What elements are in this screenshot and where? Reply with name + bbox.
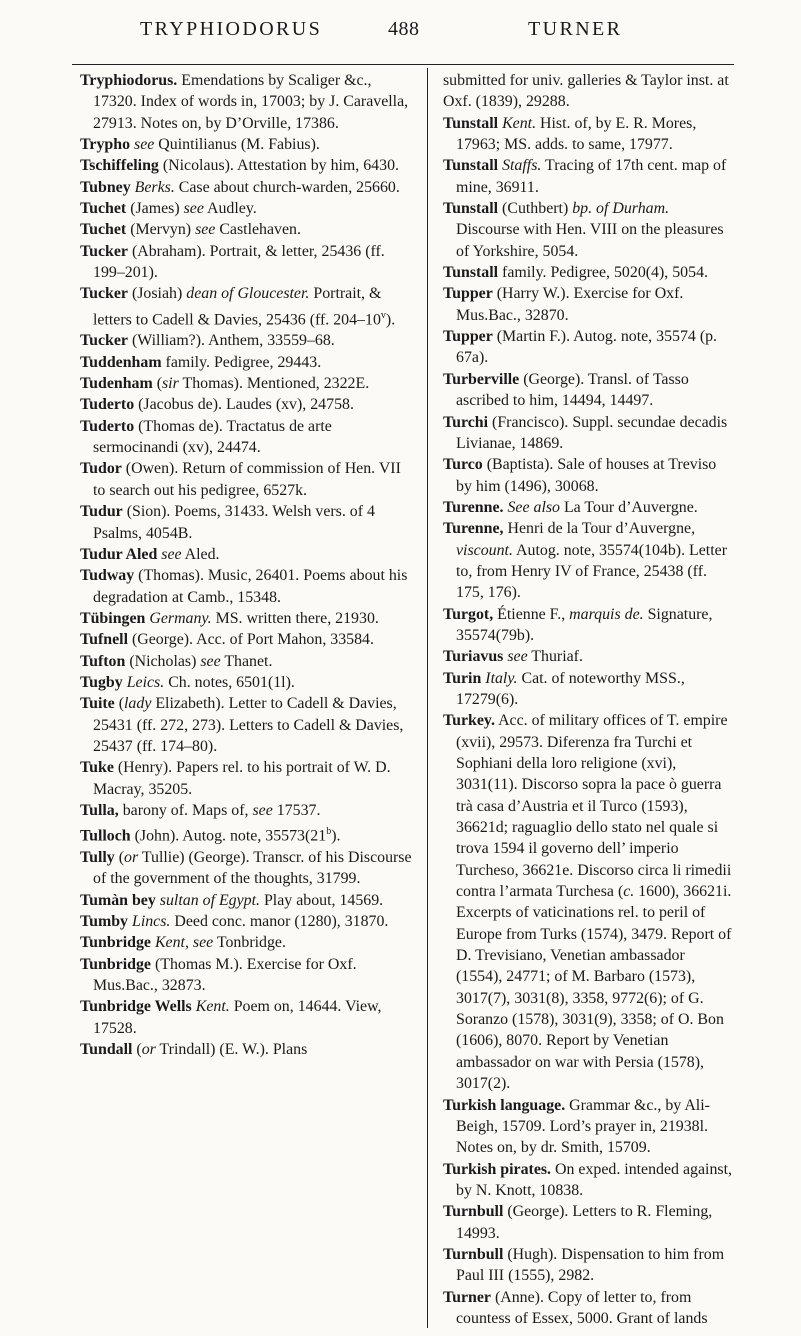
entry-text: Play about, 14569. [260,891,384,909]
entry-headword: Tulloch [80,827,131,845]
entry-text: (Anne). Copy of letter to, from countess of Essex, 5000. Grant of lands [456,1288,708,1327]
entry-italic: see [503,648,528,666]
entry-text: ( [132,1041,142,1059]
index-entry [80,501,415,544]
entry-text: (Thomas de). Tractatus de arte sermocinandi (xv), 24474. [93,417,332,457]
index-entry [443,1244,733,1287]
entry-text: On exped. intended against, by N. Knott, 10838. [456,1160,732,1199]
index-entry [443,262,733,283]
entry-text: family. Pedigree, 5020(4), 5054. [498,264,708,282]
entry-headword: Tschiffeling [80,157,159,175]
index-entry [80,134,415,155]
entry-italic: dean of Gloucester. [186,285,310,303]
entry-headword: Tumby [80,913,128,930]
entry-text: (Henry). Papers rel. to his portrait of W. D. Macray, 35205. [93,759,391,798]
entry-italic: or [124,848,139,866]
index-entry [80,693,415,757]
entry-text: (Josiah) [127,285,187,303]
index-entry [80,911,415,932]
index-entry [443,1201,733,1244]
entry-text: Cat. of noteworthy MSS., 17279(6). [456,669,685,708]
entry-headword: Tryphiodorus. [80,72,178,89]
entry-headword: Tufton [80,652,126,670]
entry-headword: Tunbridge [80,934,151,952]
entry-text: Acc. of military offices of T. empire (xvii), 29573. Diferenza fra Turchi et Sophiani della loro religione (xvi), 3031(11). Discorso sopra la pace ò guerra trà casa d’Austria et il Turco (1593), 36621d; raguaglio dello stato nel quale si trova 1594 il governo dell’ imperio Turcheso, 36621e. Discorso circa li rimedii contra l’armata Turchesa ( [456,712,732,901]
index-entry [80,458,415,501]
entry-headword: Turenne. [443,498,504,516]
index-entry [443,518,733,603]
entry-italic: Berks. [134,178,175,196]
index-entry [80,608,415,629]
entry-text: Hist. of, by E. R. Mores, 17963; MS. adds. to same, 17977. [456,114,697,154]
index-entry [443,604,733,647]
entry-italic: lady [124,695,152,713]
header-left-guideword: TRYPHIODORUS [140,18,323,40]
entry-text: Aled. [181,545,220,563]
entry-text: family. Pedigree, 29443. [161,353,322,371]
index-entry [80,821,415,847]
entry-italic: see [252,801,273,819]
index-entry [443,710,733,1094]
index-entry [80,177,415,198]
index-entry [443,283,733,326]
entry-headword: Turnbull [443,1245,504,1263]
entry-text: (Sion). Poems, 31433. Welsh vers. of 4 Psalms, 4054B. [93,503,375,542]
entry-headword: Tunstall [443,114,499,132]
entry-headword: Tunbridge Wells [80,998,192,1016]
entry-text: submitted for univ. galleries & Taylor inst. at Oxf. (1839), 29288. [443,72,729,111]
entry-text: Case about church-warden, 25660. [174,178,400,196]
entry-italic: viscount. [456,541,513,559]
entry-text: Portrait, & letters to Cadell & Davies, 25436 (ff. 204–10 [93,285,382,329]
entry-headword: Turco [443,456,483,474]
entry-italic: Germany. [149,609,212,627]
entry-headword: Tudur Aled [80,545,158,563]
entry-headword: Turkey. [443,712,495,730]
index-entry [80,932,415,953]
page-number: 488 [388,18,420,40]
entry-headword: Turner [443,1288,491,1306]
entry-headword: Tubney [80,178,131,196]
index-entry [80,352,415,373]
index-entry [443,646,733,667]
index-entry [80,757,415,800]
entry-headword: Tumàn bey [80,891,156,909]
entry-headword: Tuchet [80,200,127,218]
index-entry [80,1039,415,1060]
entry-italic: Lincs. [131,913,171,930]
entry-italic: bp. of Durham. [572,200,670,218]
entry-text: ( [152,375,162,393]
entry-italic: See also [507,498,560,516]
entry-text: Tullie) (George). Transcr. of his Discourse of the government of the thoughts, 31799. [93,848,412,888]
entry-text: ( [114,695,125,713]
entry-text: Thanet. [220,652,273,670]
entry-headword: Tuderto [80,396,135,414]
index-entry [443,412,733,455]
entry-headword: Tundall [80,1041,133,1059]
entry-headword: Tupper [443,328,493,346]
entry-headword: Tunbridge [80,955,151,973]
right-column [443,70,733,1329]
entry-text: Quintilianus (M. Fabius). [154,136,320,154]
entry-italic: or [141,1041,156,1059]
index-entry [80,241,415,284]
entry-italic: Staffs. [502,157,542,175]
entry-italic: Kent, see [154,934,214,952]
entry-text: Thomas). Mentioned, 2322E. [178,375,370,393]
index-entry [80,996,415,1039]
entry-italic: Kent. [195,998,230,1016]
index-entry [443,155,733,198]
entry-text: Castlehaven. [215,221,301,239]
entry-headword: Tulla, [80,801,119,819]
entry-text: Discourse with Hen. VIII on the pleasures of Yorkshire, 5054. [456,221,724,260]
entry-headword: Tudway [80,567,135,585]
entry-text: (George). Transl. of Tasso ascribed to him, 14494, 14497. [456,370,689,410]
entry-text: (Baptista). Sale of houses at Treviso by him (1496), 30068. [456,456,717,495]
entry-headword: Tudenham [80,375,153,393]
index-entry [80,70,415,134]
index-entry [443,70,733,113]
entry-text: (John). Autog. note, 35573(21 [130,827,327,845]
entry-text: Poem on, 14644. View, 17528. [93,998,382,1037]
entry-text: Étienne F., [493,605,570,623]
index-entry [443,326,733,369]
entry-text: ). [385,311,396,329]
entry-text: (Mervyn) [126,221,196,239]
entry-headword: Tübingen [80,609,146,627]
entry-text: Tracing of 17th cent. map of mine, 36911. [456,157,727,196]
entry-text: 1600), 36621i. Excerpts of vaticinations rel. to peril of Europe from Turks (1574), 3479. Report of D. Trevisiano, Venetian ambassador (1554), 24771; of M. Barbaro (1573), 3017(7), 3031(8), 3358, 9772(6); of G. Soranzo (1578), 3031(9), 3358; of O. Bon (1606), 8070. Report by Venetian ambassador on war with Persia (1578), 3017(2). [456,883,732,1093]
entry-italic: sir [162,375,179,393]
entry-headword: Turchi [443,413,489,431]
entry-headword: Tuderto [80,417,135,435]
entry-headword: Tudor [80,460,122,478]
entry-headword: Turgot, [443,605,494,623]
index-entry [80,198,415,219]
entry-headword: Tunstall [443,200,499,218]
index-entry [443,1159,733,1202]
entry-headword: Turberville [443,370,520,388]
entry-text: barony of. Maps of, [118,801,253,819]
entry-text: ( [114,848,125,866]
entry-headword: Tugby [80,673,123,691]
entry-text: (Owen). Return of commission of Hen. VII to search out his pedigree, 6527k. [93,460,401,499]
entry-text: (Thomas M.). Exercise for Oxf. Mus.Bac., 32873. [93,955,357,995]
index-entry [80,155,415,176]
entry-italic: marquis de. [569,605,644,623]
left-column [80,70,415,1060]
entry-italic: sultan of Egypt. [159,891,260,909]
entry-italic: see [200,652,221,670]
index-entry [80,416,415,459]
header-right-guideword: TURNER [528,18,623,40]
entry-text: ). [331,827,341,845]
entry-superscript: v [380,309,386,321]
entry-text: Autog. note, 35574(104b). Letter to, from Henry IV of France, 25438 (ff. 175, 176). [456,541,727,602]
entry-headword: Tuite [80,695,115,713]
index-entry [80,954,415,997]
index-entry [443,1095,733,1159]
entry-italic: c. [623,883,635,901]
entry-text: Audley. [203,200,257,218]
entry-text: (Thomas). Music, 26401. Poems about his degradation at Camb., 15348. [93,567,408,606]
index-entry [80,373,415,394]
index-entry [80,565,415,608]
entry-text: (Martin F.). Autog. note, 35574 (p. 67a). [456,328,718,367]
entry-headword: Turiavus [443,648,504,666]
entry-text: Ch. notes, 6501(1l). [164,673,295,691]
entry-text: (George). Acc. of Port Mahon, 33584. [128,631,374,649]
entry-text: (Jacobus de). Laudes (xv), 24758. [134,396,354,414]
entry-headword: Tully [80,848,115,866]
entry-italic: see [157,545,182,563]
entry-headword: Tuddenham [80,353,162,371]
index-entry [80,219,415,240]
entry-headword: Trypho [80,136,131,154]
entry-italic: Italy. [485,669,518,687]
entry-headword: Turin [443,669,482,687]
index-entry [443,454,733,497]
index-entry [80,800,415,821]
index-entry [80,544,415,565]
entry-headword: Tufnell [80,631,128,649]
entry-headword: Turenne, [443,520,504,538]
index-entry [80,651,415,672]
entry-text: (Cuthbert) [498,200,573,218]
index-entry [80,394,415,415]
entry-text: (Hugh). Dispensation to him from Paul III (1555), 2982. [456,1245,725,1285]
entry-headword: Tuke [80,759,114,777]
entry-text: (Nicolaus). Attestation by him, 6430. [158,157,399,175]
entry-text: Emendations by Scaliger &c., 17320. Index of words in, 17003; by J. Caravella, 27913. Notes on, by D’Orville, 17386. [93,72,409,132]
index-entry [443,1287,733,1330]
entry-headword: Tucker [80,332,128,350]
entry-text: (Harry W.). Exercise for Oxf. Mus.Bac., 32870. [456,285,684,324]
entry-text: Grammar &c., by Ali-Beigh, 15709. Lord’s prayer in, 21938l. Notes on, by dr. Smith, 15709. [456,1096,710,1157]
index-entry [443,369,733,412]
index-entry [443,668,733,711]
entry-text: (Abraham). Portrait, & letter, 25436 (ff. 199–201). [93,242,385,282]
running-header [0,0,801,60]
index-entry [80,672,415,693]
entry-text: 17537. [272,801,321,819]
entry-headword: Turnbull [443,1203,504,1221]
entry-headword: Turkish language. [443,1096,566,1114]
index-entry [80,330,415,351]
entry-text: Tonbridge. [213,934,286,952]
entry-text: (Francisco). Suppl. secundae decadis Livianae, 14869. [456,413,728,452]
entry-text: Trindall) (E. W.). Plans [155,1041,308,1059]
entry-text: Signature, 35574(79b). [456,605,713,644]
entry-superscript: b [326,826,332,838]
entry-text: Elizabeth). Letter to Cadell & Davies, 25431 (ff. 272, 273). Letters to Cadell & Davies, 25437 (ff. 174–80). [93,695,404,755]
entry-italic: see [130,136,155,154]
entry-text: MS. written there, 21930. [211,609,379,627]
header-rule [72,64,734,65]
index-entry [80,283,415,330]
entry-text: Deed conc. manor (1280), 31870. [170,913,389,930]
entry-headword: Tucker [80,242,128,260]
entry-headword: Tuchet [80,221,127,239]
entry-italic: see [195,221,216,239]
entry-text: La Tour d’Auvergne. [560,498,698,516]
entry-text: Henri de la Tour d’Auvergne, [503,520,696,538]
entry-italic: Kent. [502,114,537,132]
index-entry [443,198,733,262]
entry-text: (Nicholas) [125,652,201,670]
entry-headword: Tucker [80,285,128,303]
entry-headword: Tunstall [443,157,499,175]
entry-headword: Tupper [443,285,493,303]
index-entry [443,497,733,518]
index-entry [80,890,415,911]
index-entry [80,847,415,890]
entry-italic: Leics. [126,673,165,691]
entry-headword: Turkish pirates. [443,1160,552,1178]
entry-italic: see [183,200,204,218]
index-entry [443,113,733,156]
entry-headword: Tunstall [443,264,499,282]
entry-text: (William?). Anthem, 33559–68. [127,332,335,350]
column-divider [427,68,428,1328]
index-entry [80,629,415,650]
entry-text: Thuriaf. [527,648,583,666]
entry-text: (George). Letters to R. Fleming, 14993. [456,1203,713,1242]
entry-headword: Tudur [80,503,123,521]
entry-text: (James) [126,200,184,218]
